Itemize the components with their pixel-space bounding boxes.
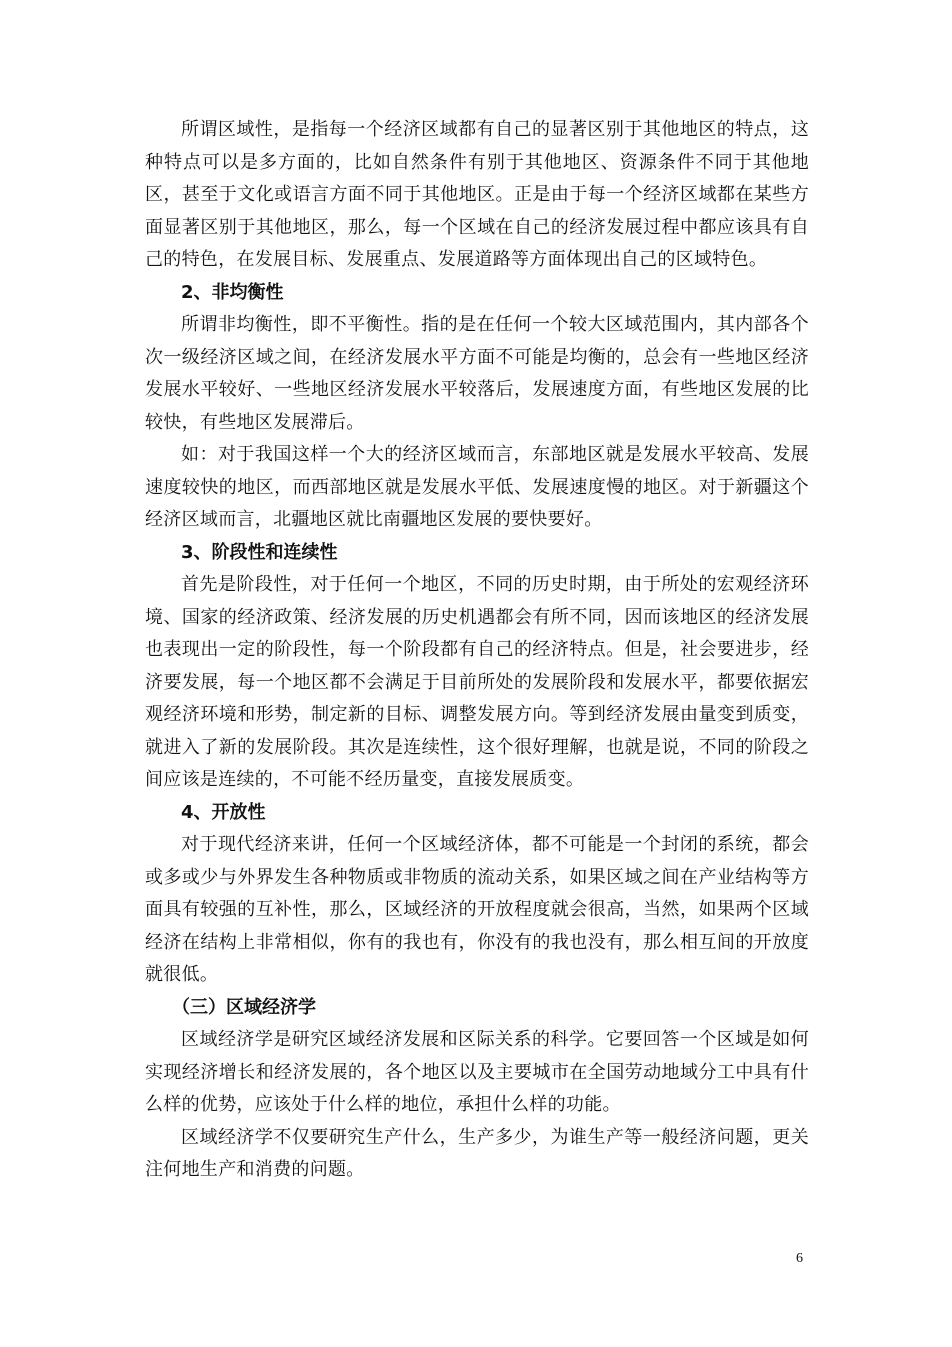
paragraph-regional-economics-scope: 区域经济学不仅要研究生产什么，生产多少，为谁生产等一般经济问题，更关注何地生产和消费的问题。 xyxy=(145,1126,809,1180)
document-body xyxy=(145,114,809,1187)
paragraph-non-equilibrium-definition: 所谓非均衡性，即不平衡性。指的是在任何一个较大区域范围内，其内部各个次一级经济区域之间，在经济发展水平方面不可能是均衡的，总会有一些地区经济发展水平较好、一些地区经济发展水平较落后，发展速度方面，有些地区发展的比较快，有些地区发展滞后。 xyxy=(145,314,809,433)
heading-regional-economics: （三）区域经济学 xyxy=(172,996,316,1018)
paragraph-regional-economics-definition: 区域经济学是研究区域经济发展和区际关系的科学。它要回答一个区域是如何实现经济增长和经济发展的，各个地区以及主要城市在全国劳动地域分工中具有什么样的优势，应该处于什么样的地位，承担什么样的功能。 xyxy=(145,1029,809,1115)
paragraph-regionality: 所谓区域性，是指每一个经济区域都有自己的显著区别于其他地区的特点，这种特点可以是多方面的，比如自然条件有别于其他地区、资源条件不同于其他地区，甚至于文化或语言方面不同于其他地区。正是由于每一个经济区域都在某些方面显著区别于其他地区，那么，每一个区域在自己的经济发展过程中都应该具有自己的特色，在发展目标、发展重点、发展道路等方面体现出自己的区域特色。 xyxy=(145,119,809,270)
heading-stages-continuity: 3、阶段性和连续性 xyxy=(181,541,338,563)
paragraph-non-equilibrium-example: 如：对于我国这样一个大的经济区域而言，东部地区就是发展水平较高、发展速度较快的地区，而西部地区就是发展水平低、发展速度慢的地区。对于新疆这个经济区域而言，北疆地区就比南疆地区发展的要快要好。 xyxy=(145,444,809,530)
heading-non-equilibrium: 2、非均衡性 xyxy=(181,281,284,303)
heading-openness: 4、开放性 xyxy=(181,801,266,823)
page-number: 6 xyxy=(796,1251,803,1266)
paragraph-openness: 对于现代经济来讲，任何一个区域经济体，都不可能是一个封闭的系统，都会或多或少与外界发生各种物质或非物质的流动关系，如果区域之间在产业结构等方面具有较强的互补性，那么，区域经济的开放程度就会很高，当然，如果两个区域经济在结构上非常相似，你有的我也有，你没有的我也没有，那么相互间的开放度就很低。 xyxy=(145,834,809,985)
paragraph-stages-continuity: 首先是阶段性，对于任何一个地区，不同的历史时期，由于所处的宏观经济环境、国家的经济政策、经济发展的历史机遇都会有所不同，因而该地区的经济发展也表现出一定的阶段性，每一个阶段都有自己的经济特点。但是，社会要进步，经济要发展，每一个地区都不会满足于目前所处的发展阶段和发展水平，都要依据宏观经济环境和形势，制定新的目标、调整发展方向。等到经济发展由量变到质变，就进入了新的发展阶段。其次是连续性，这个很好理解，也就是说，不同的阶段之间应该是连续的，不可能不经历量变，直接发展质变。 xyxy=(145,574,809,790)
